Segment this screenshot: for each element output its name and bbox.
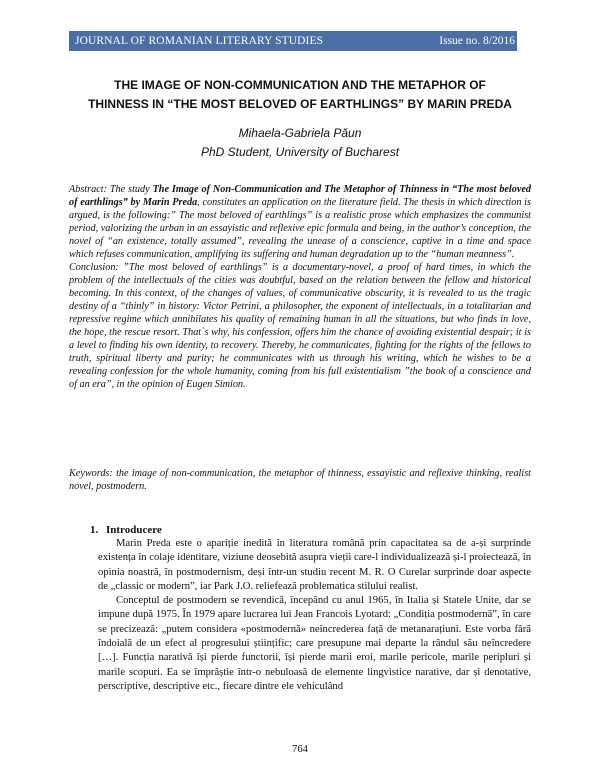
body-text	[98, 537, 531, 694]
abstract-intro: Abstract: The study	[69, 184, 153, 195]
keywords: Keywords: the image of non-communication, the metaphor of thinness, essayistic and reflexive thinking, realist novel, postmodern.	[69, 468, 531, 492]
paper-title-line-1: THE IMAGE OF NON-COMMUNICATION AND THE METAPHOR OF	[114, 78, 486, 92]
abstract-paragraph	[69, 183, 531, 261]
issue-number: Issue no. 8/2016	[439, 35, 515, 47]
body-paragraph-1: Marin Preda este o apariție inedită în literatura română prin capacitatea sa de a-și surprinde existența în colaje identitare, viziune deosebită asupra vieții care-l individualizează și-l proiectează, în opinia noastră, în postmodernism, deși într-un studiu recent M. R. O Curelar surprinde doar aspecte de „classic or modern”, iar Park J.O. reliefează problematica stilului realist.	[98, 538, 531, 592]
section-title: Introducere	[106, 524, 162, 536]
conclusion-paragraph: Conclusion: ”The most beloved of earthlings” is a documentary-novel, a proof of hard times, in which the problem of the intellectuals of the cities was doubtful, based on the relation between the fellow and historical becoming. In this context, of the changes of values, of communicative obscurity, it is revealed to us the tragic destiny of a “thinly” in history: Victor Petrini, a philosopher, the exponent of intellectuals, in a totalitarian and repressive regime which annihilates his quality of remaining human in all the situations, but who finds in love, the hope, the rescue resort. That`s why, his confession, offers him the chance of avoiding existential despair; it is a level to finding his own identity, to recovery. Thereby, he communicates, fighting for the rights of the fellows to truth, spiritual liberty and purity; he communicates with us through his writing, which he wishes to be a revealing confession for the whole humanity, coming from his full existentialism ”the book of a conscience and of an era”, in the opinion of Eugen Simion.	[69, 262, 531, 390]
journal-name: JOURNAL OF ROMANIAN LITERARY STUDIES	[75, 35, 324, 47]
abstract-study-title: The Image of Non-Communication and The Metaphor of Thinness in “The most beloved of earthlings” by Marin Preda	[69, 184, 531, 208]
journal-header-bar	[69, 31, 517, 51]
abstract-block	[69, 183, 531, 391]
page-number: 764	[292, 744, 308, 755]
author-name: Mihaela-Gabriela Păun	[238, 126, 362, 140]
author-block	[60, 124, 540, 162]
author-affiliation: PhD Student, University of Bucharest	[200, 145, 400, 159]
section-number: 1.	[90, 524, 99, 536]
body-paragraph-2: Conceptul de postmodern se revendică, începând cu anul 1965, în Italia și Statele Unite, dar se impune după 1975. În 1979 apare lucrarea lui Jean Francois Lyotard: „Condiția postmodernă”, în care se precizează: „putem considera «postmodernă» neîncrederea față de metanarațiuni. Este vorba fără îndoială de un efect al progresului științific; care presupune mai departe la rândul său neîncredere […]. Funcția narativă își pierde functorii, își pierde marii eroi, marile pericole, marile peripluri și marile scopuri. Ea se împrăștie într-o nebuloasă de elemente lingvistice narative, dar și denotative, perscriptive, descriptive etc., fiecare dintre ele vehiculând	[98, 595, 531, 692]
section-heading	[90, 523, 162, 537]
paper-title	[60, 76, 540, 114]
paper-title-line-2: THINNESS IN “THE MOST BELOVED OF EARTHLINGS” BY MARIN PREDA	[88, 97, 512, 111]
abstract-body: , constitutes an application on the literature field. The thesis in which direction is argued, is the following:” The most beloved of earthlings” is a realistic prose which emphasizes the communist period, valorizing the urban in an essayistic and reflexive epic formula and being, in the author’s conception, the novel of “an existence, totally assumed”, revealing the unease of a conscience, captive in a time and space which refuses communication, amplifying its suffering and human degradation up to the “human meanness”.	[69, 197, 531, 260]
